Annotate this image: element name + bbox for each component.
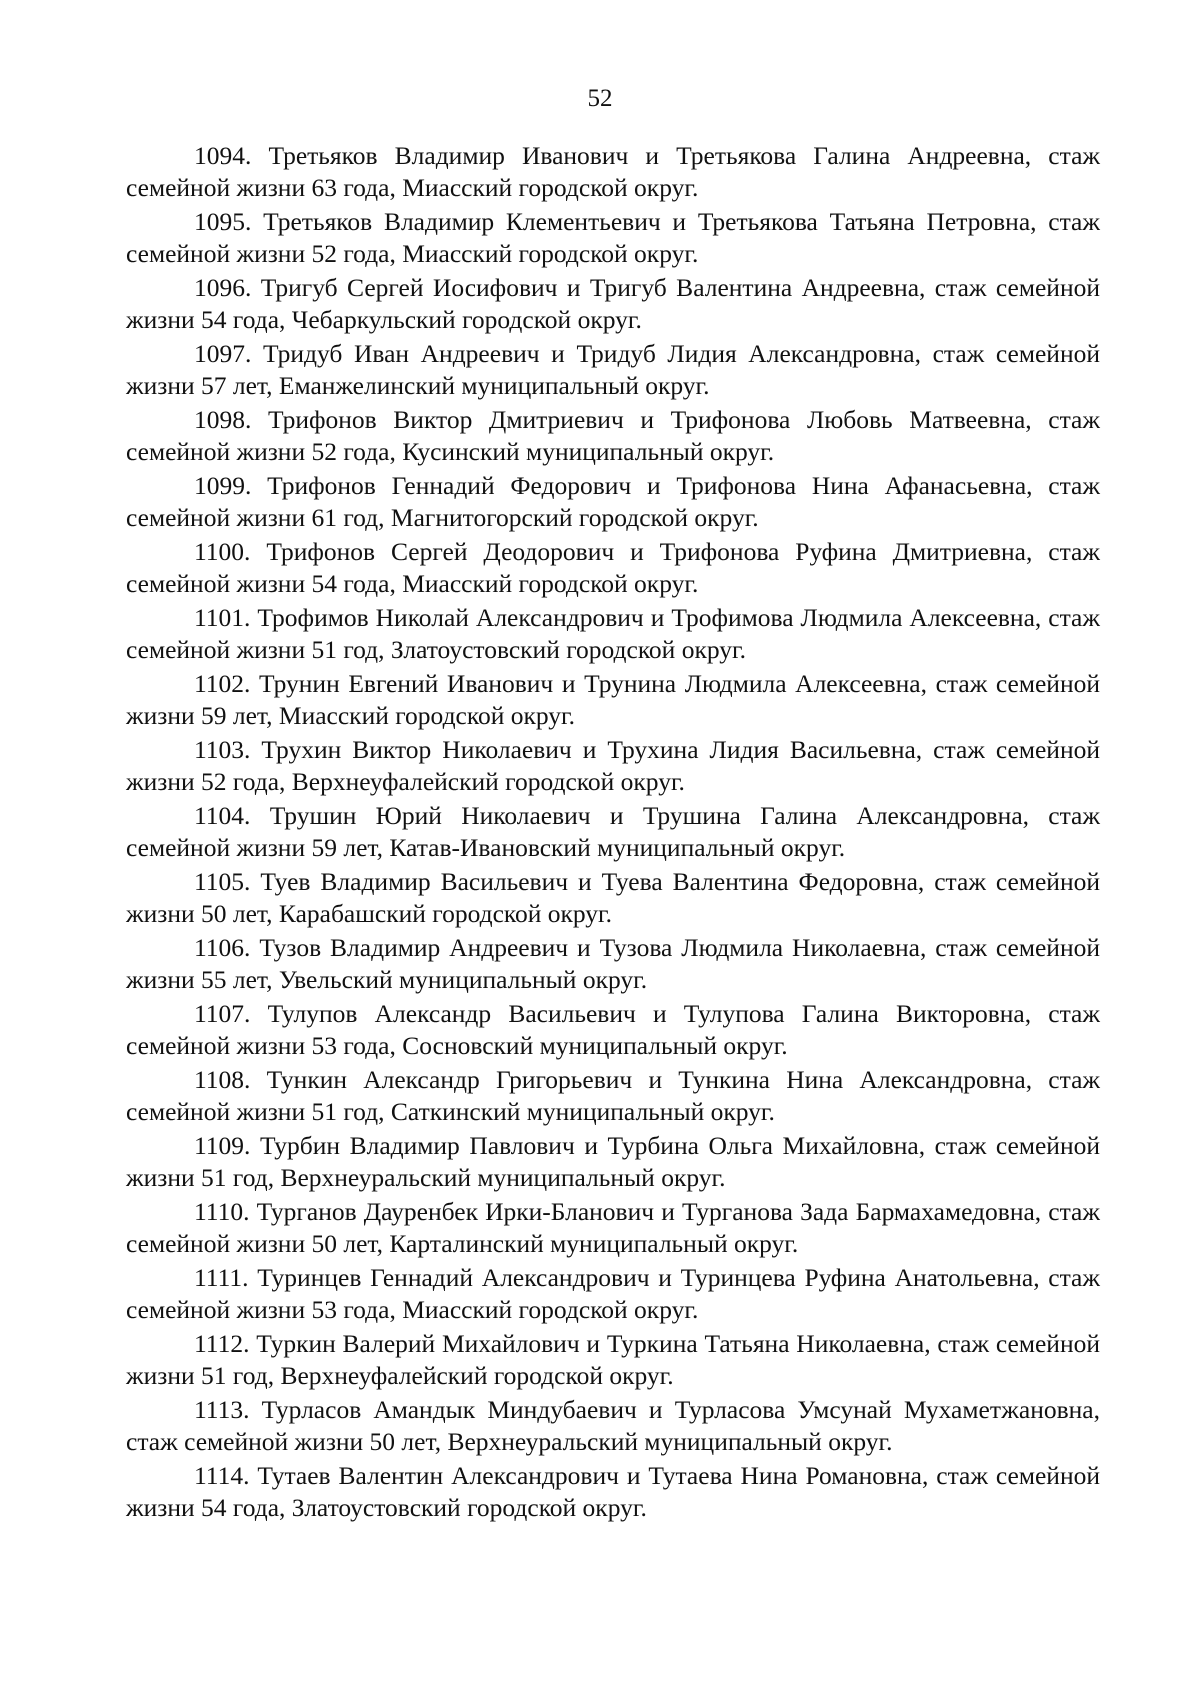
- list-item: 1097. Тридуб Иван Андреевич и Тридуб Лидия Александровна, стаж семейной жизни 57 лет, Еманжелинский муниципальный округ.: [126, 339, 1100, 400]
- list-item: 1109. Турбин Владимир Павлович и Турбина Ольга Михайловна, стаж семейной жизни 51 год, Верхнеуральский муниципальный округ.: [126, 1131, 1100, 1192]
- list-item: 1106. Тузов Владимир Андреевич и Тузова Людмила Николаевна, стаж семейной жизни 55 лет, Увельский муниципальный округ.: [126, 933, 1100, 994]
- list-item: 1105. Туев Владимир Васильевич и Туева Валентина Федоровна, стаж семейной жизни 50 лет, Карабашский городской округ.: [126, 867, 1100, 928]
- list-item: 1103. Трухин Виктор Николаевич и Трухина Лидия Васильевна, стаж семейной жизни 52 года, Верхнеуфалейский городской округ.: [126, 735, 1100, 796]
- list-item: 1096. Тригуб Сергей Иосифович и Тригуб Валентина Андреевна, стаж семейной жизни 54 года, Чебаркульский городской округ.: [126, 273, 1100, 334]
- list-item: 1107. Тулупов Александр Васильевич и Тулупова Галина Викторовна, стаж семейной жизни 53 года, Сосновский муниципальный округ.: [126, 999, 1100, 1060]
- list-item: 1099. Трифонов Геннадий Федорович и Трифонова Нина Афанасьевна, стаж семейной жизни 61 год, Магнитогорский городской округ.: [126, 471, 1100, 532]
- list-item: 1113. Турласов Амандык Миндубаевич и Турласова Умсунай Мухаметжановна, стаж семейной жизни 50 лет, Верхнеуральский муниципальный округ.: [126, 1395, 1100, 1456]
- list-item: 1111. Туринцев Геннадий Александрович и Туринцева Руфина Анатольевна, стаж семейной жизни 53 года, Миасский городской округ.: [126, 1263, 1100, 1324]
- list-item: 1101. Трофимов Николай Александрович и Трофимова Людмила Алексеевна, стаж семейной жизни 51 год, Златоустовский городской округ.: [126, 603, 1100, 664]
- list-item: 1108. Тункин Александр Григорьевич и Тункина Нина Александровна, стаж семейной жизни 51 год, Саткинский муниципальный округ.: [126, 1065, 1100, 1126]
- list-item: 1110. Турганов Дауренбек Ирки-Бланович и Турганова Зада Бармахамедовна, стаж семейной жизни 50 лет, Карталинский муниципальный округ.: [126, 1197, 1100, 1258]
- list-item: 1094. Третьяков Владимир Иванович и Третьякова Галина Андреевна, стаж семейной жизни 63 года, Миасский городской округ.: [126, 141, 1100, 202]
- page-number: 52: [587, 85, 613, 112]
- list-item: 1104. Трушин Юрий Николаевич и Трушина Галина Александровна, стаж семейной жизни 59 лет, Катав-Ивановский муниципальный округ.: [126, 801, 1100, 862]
- list-item: 1095. Третьяков Владимир Клементьевич и Третьякова Татьяна Петровна, стаж семейной жизни 52 года, Миасский городской округ.: [126, 207, 1100, 268]
- list-item: 1098. Трифонов Виктор Дмитриевич и Трифонова Любовь Матвеевна, стаж семейной жизни 52 года, Кусинский муниципальный округ.: [126, 405, 1100, 466]
- list-item: 1100. Трифонов Сергей Деодорович и Трифонова Руфина Дмитриевна, стаж семейной жизни 54 года, Миасский городской округ.: [126, 537, 1100, 598]
- list-item: 1114. Тутаев Валентин Александрович и Тутаева Нина Романовна, стаж семейной жизни 54 года, Златоустовский городской округ.: [126, 1461, 1100, 1522]
- entry-list: [126, 140, 1100, 1524]
- list-item: 1102. Трунин Евгений Иванович и Трунина Людмила Алексеевна, стаж семейной жизни 59 лет, Миасский городской округ.: [126, 669, 1100, 730]
- list-item: 1112. Туркин Валерий Михайлович и Туркина Татьяна Николаевна, стаж семейной жизни 51 год, Верхнеуфалейский городской округ.: [126, 1329, 1100, 1390]
